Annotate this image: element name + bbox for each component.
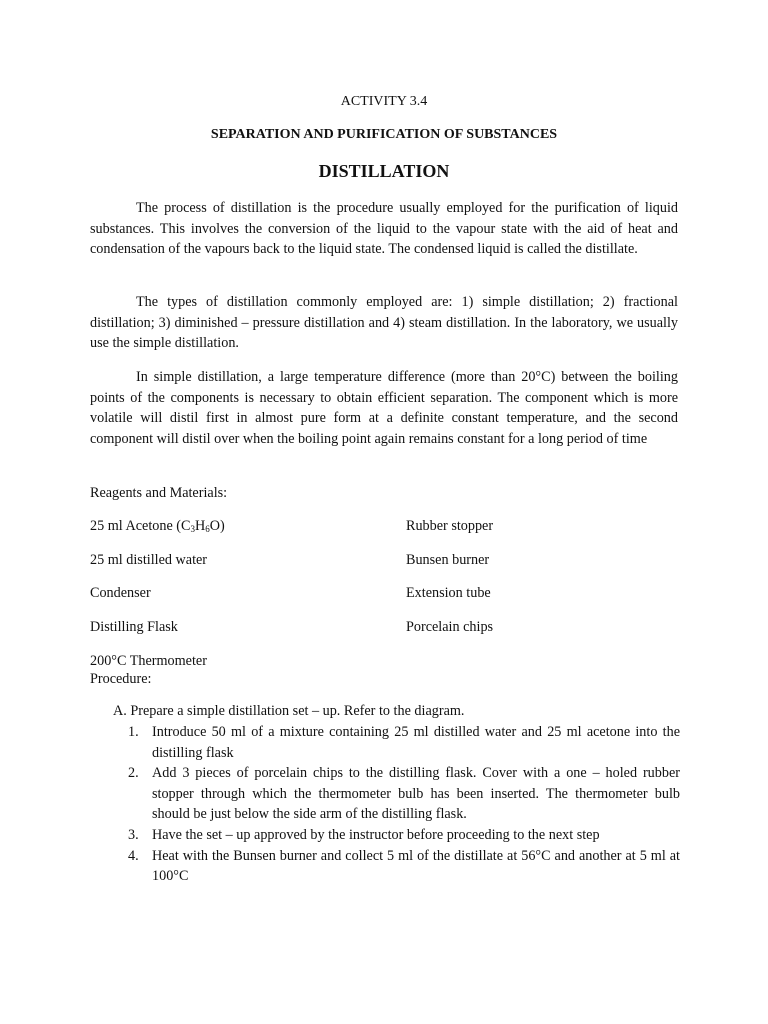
procedure-step	[128, 825, 680, 846]
step-number: 1.	[128, 724, 139, 740]
material-bunsen-burner: Bunsen burner	[406, 552, 490, 568]
section-title: SEPARATION AND PURIFICATION OF SUBSTANCES	[210, 127, 558, 142]
acetone-prefix: 25 ml Acetone (C	[90, 518, 191, 534]
procedure-step-a: A. Prepare a simple distillation set – up. Refer to the diagram.	[113, 703, 465, 719]
material-thermometer: 200°C Thermometer	[90, 653, 207, 669]
step-number: 2.	[128, 765, 139, 782]
step-number: 4.	[128, 847, 139, 864]
step-text: Have the set – up approved by the instructor before proceeding to the next step	[152, 826, 600, 843]
step-text: Add 3 pieces of porcelain chips to the distilling flask. Cover with a one – holed rubber stopper through which the thermometer bulb has been inserted. The thermometer bulb should be just below the side arm of the distilling flask.	[152, 765, 680, 823]
material-porcelain-chips: Porcelain chips	[406, 619, 494, 635]
activity-number: ACTIVITY 3.4	[340, 94, 428, 109]
procedure-heading: Procedure:	[90, 671, 152, 687]
reagents-heading: Reagents and Materials:	[90, 485, 228, 501]
procedure-step	[128, 846, 680, 887]
material-condenser: Condenser	[90, 585, 151, 601]
acetone-sub-carbon: 3	[190, 524, 195, 534]
types-paragraph: The types of distillation commonly employed are: 1) simple distillation; 2) fractional distillation; 3) diminished – pressure distillation and 4) steam distillation. In the laboratory, we usually use the simple distillation.	[90, 294, 678, 352]
material-distilling-flask: Distilling Flask	[90, 619, 178, 635]
procedure-step	[128, 763, 680, 825]
acetone-suffix: O)	[209, 518, 225, 534]
acetone-sub-hydrogen: 6	[205, 524, 210, 534]
step-text: Heat with the Bunsen burner and collect 5 ml of the distillate at 56°C and another at 5 ml at 100°C	[152, 847, 680, 885]
material-rubber-stopper: Rubber stopper	[406, 518, 494, 534]
main-title: DISTILLATION	[318, 161, 450, 181]
material-extension-tube: Extension tube	[406, 585, 491, 601]
reagent-distilled-water: 25 ml distilled water	[90, 552, 208, 568]
simple-distillation-paragraph: In simple distillation, a large temperature difference (more than 20°C) between the boiling points of the components is necessary to obtain efficient separation. The component which is more volatile will distil first in almost pure form at a definite constant temperature, and the second component will distil over when the boiling point again remains constant for a long period of time	[90, 369, 678, 447]
step-number: 3.	[128, 826, 139, 843]
acetone-hydrogen: H	[194, 518, 206, 534]
reagent-acetone	[90, 516, 225, 537]
step-text: Introduce 50 ml of a mixture containing 25 ml distilled water and 25 ml acetone into the distilling flask	[152, 724, 680, 761]
procedure-steps	[128, 722, 680, 887]
intro-paragraph: The process of distillation is the procedure usually employed for the purification of liquid substances. This involves the conversion of the liquid to the vapour state with the aid of heat and condensation of the vapours back to the liquid state. The condensed liquid is called the distillate.	[90, 200, 678, 258]
procedure-step	[128, 722, 680, 763]
